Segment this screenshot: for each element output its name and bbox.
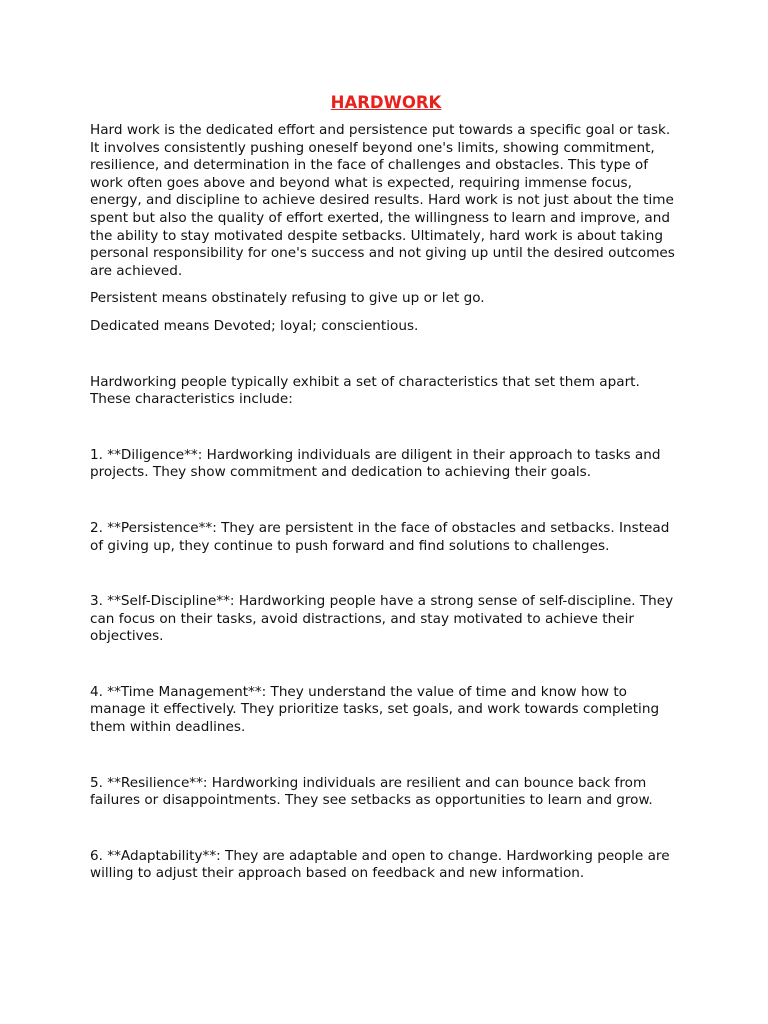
definition-persistent: Persistent means obstinately refusing to give up or let go. [90,290,485,307]
characteristics-list [90,447,682,883]
list-item-diligence: 1. **Diligence**: Hardworking individuals are diligent in their approach to tasks and projects. They show commitment and dedication to achieving their goals. [90,446,661,481]
characteristics-intro: Hardworking people typically exhibit a set of characteristics that set them apart. These characteristics include: [90,373,640,408]
list-item-resilience: 5. **Resilience**: Hardworking individuals are resilient and can bounce back from failures or disappointments. They see setbacks as opportunities to learn and grow. [90,774,653,809]
list-item-time-management: 4. **Time Management**: They understand the value of time and know how to manage it effectively. They prioritize tasks, set goals, and work towards completing them within deadlines. [90,683,660,736]
document-title: HARDWORK [330,93,442,112]
document-page [90,92,682,921]
definition-dedicated: Dedicated means Devoted; loyal; conscientious. [90,317,419,334]
list-item-adaptability: 6. **Adaptability**: They are adaptable and open to change. Hardworking people are willing to adjust their approach based on feedback and new information. [90,847,670,882]
intro-paragraph: Hard work is the dedicated effort and persistence put towards a specific goal or task. It involves consistently pushing oneself beyond one's limits, showing commitment, resilience, and determination in the face of challenges and obstacles. This type of work often goes above and beyond what is expected, requiring immense focus, energy, and discipline to achieve desired results. Hard work is not just about the time spent but also the quality of effort exerted, the willingness to learn and improve, and the ability to stay motivated despite setbacks. Ultimately, hard work is about taking personal responsibility for one's success and not giving up until the desired outcomes are achieved. [90,122,675,279]
list-item-persistence: 2. **Persistence**: They are persistent in the face of obstacles and setbacks. Instead of giving up, they continue to push forward and find solutions to challenges. [90,519,670,554]
list-item-self-discipline: 3. **Self-Discipline**: Hardworking people have a strong sense of self-discipline. They can focus on their tasks, avoid distractions, and stay motivated to achieve their objectives. [90,593,674,645]
